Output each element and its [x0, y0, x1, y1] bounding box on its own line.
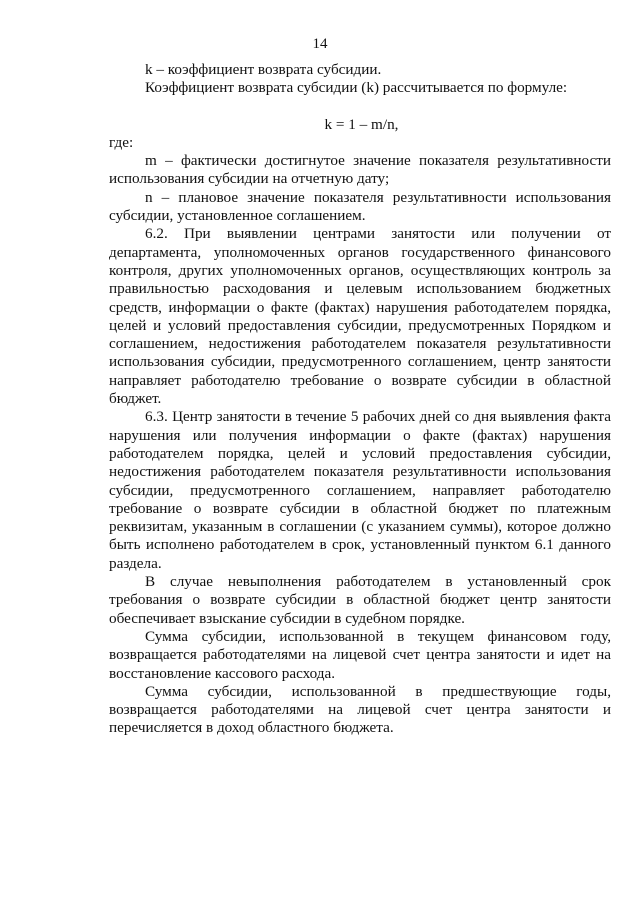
paragraph-current-year-return: Сумма субсидии, использованной в текущем финансовом году, возвращается работодателями на лицевой счет центра занятости и идет на восстановление кассового расхода. — [109, 627, 611, 682]
paragraph-6-2: 6.2. При выявлении центрами занятости или получении от департамента, уполномоченных органов государственного финансового контроля, других уполномоченных органов, осуществляющих контроль за правильностью расходования и целевым использованием бюджетных средств, информации о факте (фактах) нарушения работодателем порядка, целей и условий предоставления субсидии, предусмотренных Порядком и соглашением, недостижения работодателем показателя результативности использования субсидии, предусмотренного соглашением, центр занятости направляет работодателю требование о возврате субсидии в областной бюджет. — [109, 225, 611, 408]
paragraph-previous-years-return: Сумма субсидии, использованной в предшествующие годы, возвращается работодателями на лицевой счет центра занятости и перечисляется в доход областного бюджета. — [109, 682, 611, 737]
paragraph-6-3: 6.3. Центр занятости в течение 5 рабочих дней со дня выявления факта нарушения или получения информации о факте (фактах) нарушения работодателем порядка, целей и условий предоставления субсидии, недостижения работодателем показателя результативности использования субсидии, предусмотренного соглашением, направляет работодателю требование о возврате субсидии в областной бюджет по платежным реквизитам, указанным в соглашении (с указанием суммы), которое должно быть исполнено работодателем в срок, установленный пунктом 6.1 данного раздела. — [109, 408, 611, 572]
paragraph-m-definition: m – фактически достигнутое значение показателя результативности использования субсидии на отчетную дату; — [109, 152, 611, 188]
paragraph-n-definition: n – плановое значение показателя результативности использования субсидии, установленное соглашением. — [109, 188, 611, 225]
document-body — [109, 61, 611, 738]
paragraph-formula-intro: Коэффициент возврата субсидии (k) рассчитывается по формуле: — [145, 79, 568, 97]
paragraph-k-definition: k – коэффициент возврата субсидии. — [145, 61, 382, 78]
page-number: 14 — [312, 36, 328, 52]
paragraph-court-recovery: В случае невыполнения работодателем в установленный срок требования о возврате субсидии в областной бюджет центр занятости обеспечивает взыскание субсидии в судебном порядке. — [109, 573, 611, 627]
formula: k = 1 – m/n, — [324, 115, 399, 133]
paragraph-where: где: — [109, 133, 134, 151]
